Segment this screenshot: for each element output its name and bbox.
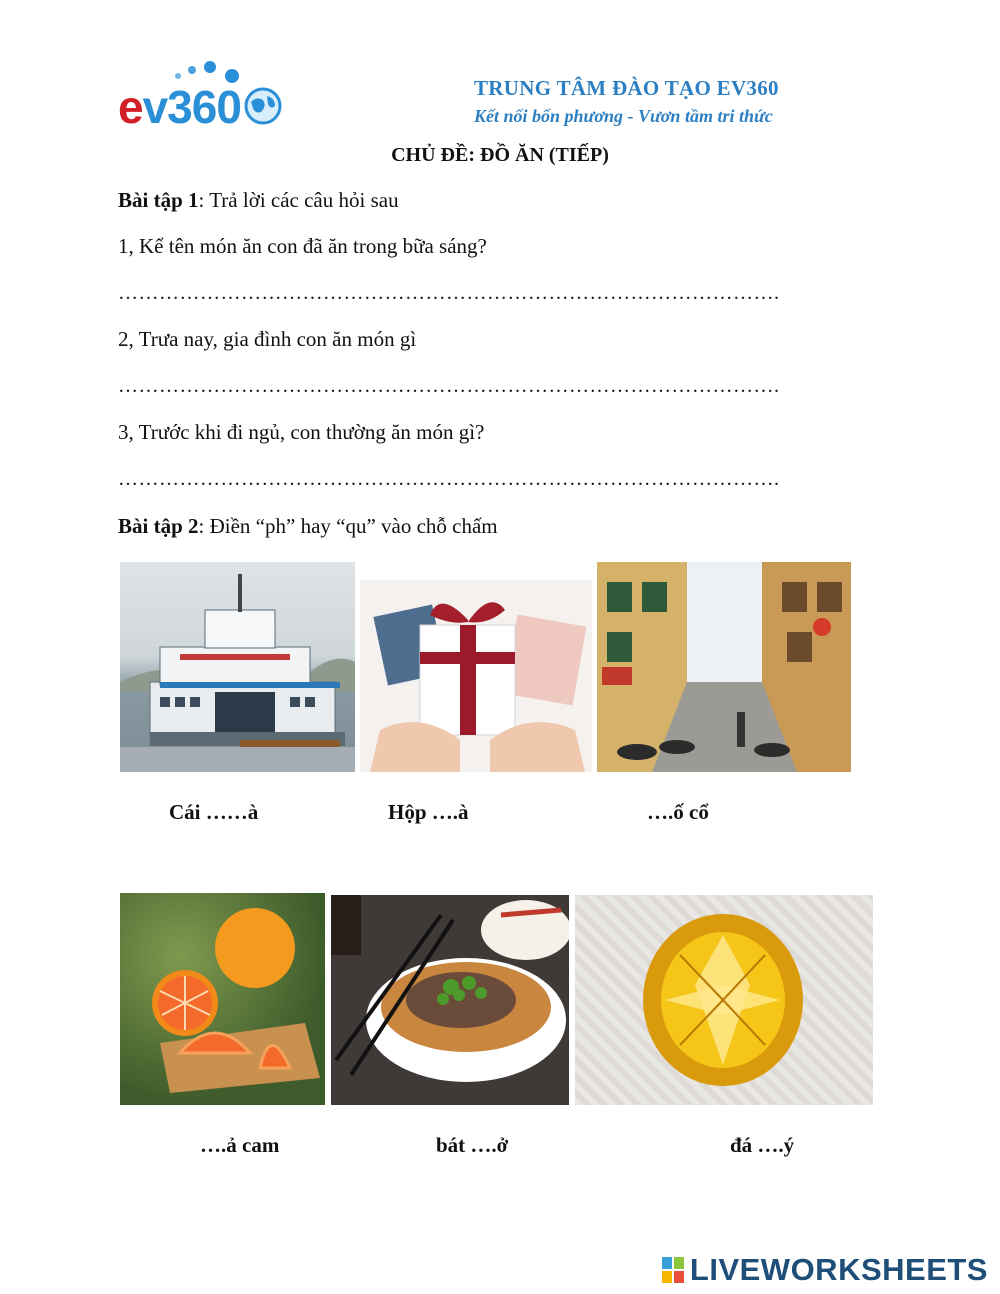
question-1: 1, Kể tên món ăn con đã ăn trong bữa sáng? — [118, 234, 487, 258]
ev360-logo — [118, 58, 288, 138]
globe-icon — [243, 86, 283, 126]
answer-line-2[interactable]: ……………………………………………………………………………………. — [118, 375, 780, 397]
yellow-gem-photo — [575, 895, 873, 1105]
exercise1-heading — [118, 188, 399, 213]
answer-line-3[interactable]: ……………………………………………………………………………………. — [118, 468, 780, 490]
question-3: 3, Trước khi đi ngủ, con thường ăn món gì? — [118, 420, 485, 444]
exercise2-label: Bài tập 2 — [118, 514, 199, 538]
caption-5: bát ….ở — [436, 1133, 509, 1157]
exercise2-instruction: : Điền “ph” hay “qu” vào chỗ chấm — [198, 514, 498, 538]
caption-1: Cái ……à — [169, 800, 259, 824]
logo-wordmark: ev360 — [118, 81, 241, 133]
center-title: TRUNG TÂM ĐÀO TẠO EV360 — [474, 76, 779, 100]
street-icon — [597, 562, 851, 772]
pho-icon — [331, 895, 569, 1105]
ferry-photo — [120, 562, 355, 772]
caption-4: ….ả cam — [200, 1133, 280, 1157]
orange-icon — [120, 893, 325, 1105]
exercise1-label: Bài tập 1 — [118, 188, 199, 212]
liveworksheets-wordmark: LIVEWORKSHEETS — [689, 1252, 988, 1287]
gem-icon — [575, 895, 873, 1105]
caption-2: Hộp ….à — [388, 800, 469, 824]
answer-line-1[interactable]: ……………………………………………………………………………………. — [118, 282, 780, 304]
caption-6: đá ….ý — [730, 1133, 795, 1157]
center-slogan: Kết nối bốn phương - Vươn tầm tri thức — [474, 106, 773, 126]
caption-3: ….ố cổ — [647, 800, 709, 824]
ferry-icon — [120, 562, 355, 772]
orange-photo — [120, 893, 325, 1105]
exercise1-instruction: : Trả lời các câu hỏi sau — [198, 188, 399, 212]
old-street-photo — [597, 562, 851, 772]
question-2: 2, Trưa nay, gia đình con ăn món gì — [118, 327, 417, 351]
liveworksheets-logo-icon — [662, 1257, 684, 1283]
gift-box-photo — [360, 580, 592, 772]
liveworksheets-brand[interactable] — [662, 1252, 988, 1288]
exercise2-heading — [118, 514, 498, 539]
gift-icon — [360, 580, 592, 772]
topic-heading: CHỦ ĐỀ: ĐỒ ĂN (TIẾP) — [391, 144, 609, 166]
pho-bowl-photo — [331, 895, 569, 1105]
